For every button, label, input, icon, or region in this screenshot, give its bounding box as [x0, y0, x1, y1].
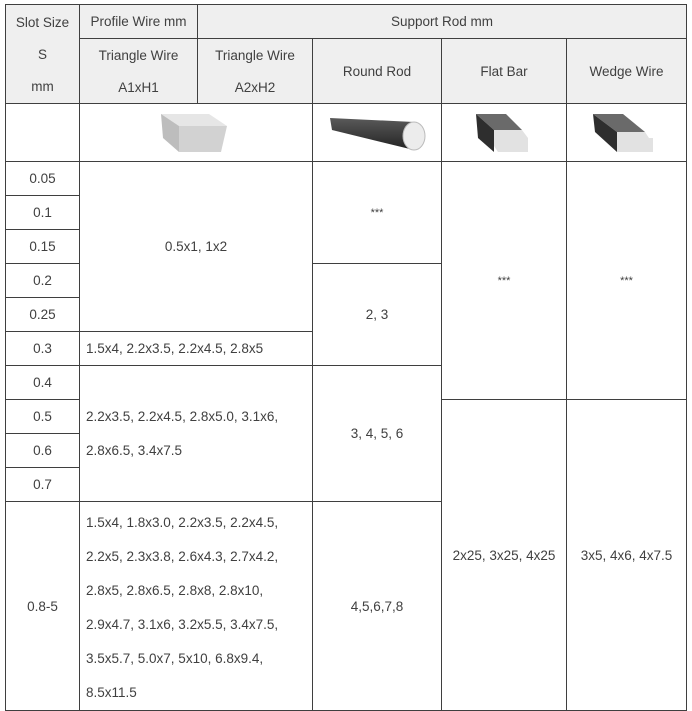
profile-wire-group-4-line: 3.5x5.7, 5.0x7, 5x10, 6.8x9.4,	[86, 651, 264, 666]
flat-bar-group-1: ***	[442, 162, 567, 400]
slot-size-cell: 0.1	[6, 196, 80, 230]
slot-size-cell: 0.3	[6, 332, 80, 366]
profile-wire-group-3-line: 2.2x3.5, 2.2x4.5, 2.8x5.0, 3.1x6,	[86, 408, 279, 424]
profile-wire-group-4-line: 2.2x5, 2.3x3.8, 2.6x4.3, 2.7x4.2,	[86, 549, 279, 564]
wedge-wire-icon-cell	[567, 104, 687, 162]
icon-row-empty-cell	[6, 104, 80, 162]
wedge-wire-header: Wedge Wire	[567, 39, 687, 104]
profile-wire-group-1: 0.5x1, 1x2	[80, 162, 313, 332]
slot-size-cell: 0.05	[6, 162, 80, 196]
triangle-wire-a2-header	[198, 39, 313, 104]
wedge-wire-group-2: 3x5, 4x6, 4x7.5	[567, 400, 687, 711]
flat-bar-icon	[464, 108, 544, 158]
support-rod-header: Support Rod mm	[198, 5, 687, 39]
profile-wire-group-4-line: 2.9x4.7, 3.1x6, 3.2x5.5, 3.4x7.5,	[86, 617, 279, 632]
profile-wire-group-2: 1.5x4, 2.2x3.5, 2.2x4.5, 2.8x5	[80, 332, 313, 366]
triangle-wire-a2-label: Triangle Wire	[215, 47, 295, 63]
triangle-wire-profile-icon	[151, 108, 241, 158]
profile-wire-group-3	[80, 366, 313, 502]
round-rod-header: Round Rod	[313, 39, 442, 104]
slot-size-cell: 0.4	[6, 366, 80, 400]
slot-size-label: Slot Size	[15, 14, 70, 30]
profile-wire-group-4-line: 8.5x11.5	[86, 685, 137, 700]
profile-wire-group-4-line: 1.5x4, 1.8x3.0, 2.2x3.5, 2.2x4.5,	[86, 515, 279, 530]
slot-size-cell: 0.2	[6, 264, 80, 298]
slot-size-cell: 0.6	[6, 434, 80, 468]
profile-wire-group-3-line: 2.8x6.5, 3.4x7.5	[86, 442, 183, 458]
wedge-wire-group-1: ***	[567, 162, 687, 400]
triangle-wire-a1-header	[80, 39, 198, 104]
slot-size-cell: 0.15	[6, 230, 80, 264]
triangle-wire-a1-dim: A1xH1	[118, 79, 159, 95]
slot-size-cell: 0.7	[6, 468, 80, 502]
slot-size-header	[6, 5, 80, 104]
slot-size-cell: 0.25	[6, 298, 80, 332]
slot-support-spec-table	[5, 4, 687, 711]
wedge-wire-icon	[587, 108, 667, 158]
round-rod-icon-cell	[313, 104, 442, 162]
flat-bar-group-2: 2x25, 3x25, 4x25	[442, 400, 567, 711]
flat-bar-icon-cell	[442, 104, 567, 162]
profile-icon-cell	[80, 104, 313, 162]
round-rod-group-2: 2, 3	[313, 264, 442, 366]
round-rod-group-1: ***	[313, 162, 442, 264]
round-rod-group-3: 3, 4, 5, 6	[313, 366, 442, 502]
slot-size-cell: 0.5	[6, 400, 80, 434]
profile-wire-group-4-line: 2.8x5, 2.8x6.5, 2.8x8, 2.8x10,	[86, 583, 264, 598]
flat-bar-header: Flat Bar	[442, 39, 567, 104]
round-rod-icon	[322, 108, 432, 158]
slot-size-cell: 0.8-5	[6, 502, 80, 711]
profile-wire-group-4	[80, 502, 313, 711]
slot-size-unit-label: mm	[31, 78, 54, 94]
round-rod-group-4: 4,5,6,7,8	[313, 502, 442, 711]
slot-size-s-label: S	[37, 46, 47, 62]
triangle-wire-a1-label: Triangle Wire	[98, 47, 179, 63]
triangle-wire-a2-dim: A2xH2	[234, 79, 276, 95]
profile-wire-header: Profile Wire mm	[80, 5, 198, 39]
